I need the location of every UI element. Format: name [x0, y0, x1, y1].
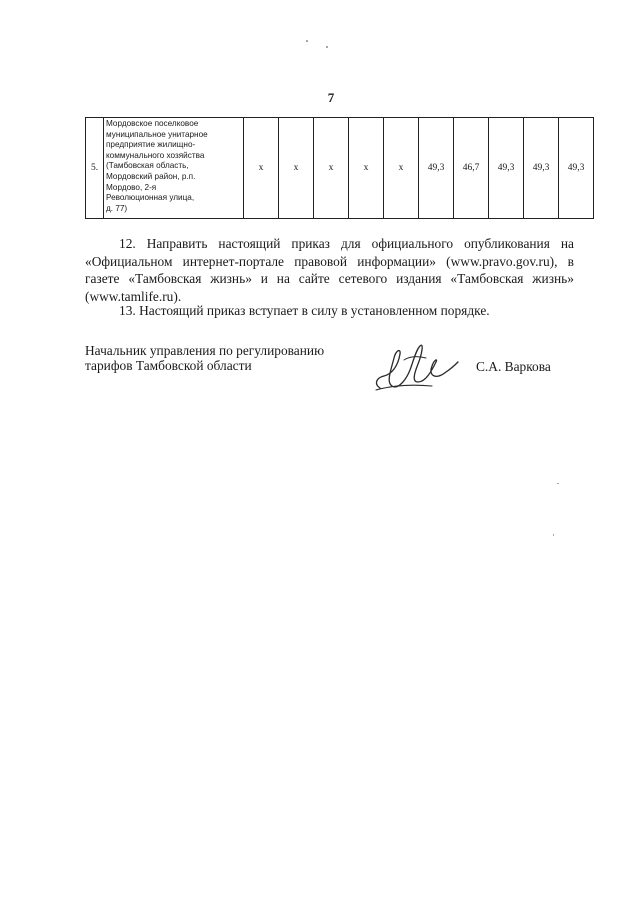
- scan-speck: [553, 534, 554, 536]
- signer-position: Начальник управления по регулированию тарифов Тамбовской области: [85, 343, 325, 373]
- paragraph-13: 13. Настоящий приказ вступает в силу в установленном порядке.: [119, 303, 490, 318]
- value-cell: x: [244, 118, 279, 219]
- value-cell: 49,3: [419, 118, 454, 219]
- value-cell: 49,3: [524, 118, 559, 219]
- table-row: [86, 118, 594, 219]
- scan-speck: [306, 40, 308, 42]
- value-cell: 46,7: [454, 118, 489, 219]
- handwritten-signature: [370, 340, 465, 395]
- value-cell: 49,3: [489, 118, 524, 219]
- paragraph-12: 12. Направить настоящий приказ для официального опубликования на «Официальном интернет-портале правовой информации» (www.pravo.gov.ru), в газете «Тамбовская жизнь» и на сайте сетевого издания «Тамбовская жизнь» (www.tamlife.ru).: [85, 236, 574, 304]
- scan-speck: [326, 46, 328, 48]
- tariff-table: [85, 117, 594, 219]
- scan-speck: [557, 483, 559, 484]
- organization-cell: Мордовское поселковое муниципальное унитарное предприятие жилищно- коммунального хозяйства (Тамбовская область, Мордовский район, р.п. Мордово, 2-я Революционная улица, д. 77): [104, 118, 244, 219]
- page-number: 7: [327, 90, 335, 105]
- value-cell: x: [349, 118, 384, 219]
- signer-name: С.А. Варкова: [476, 359, 551, 374]
- value-cell: x: [384, 118, 419, 219]
- row-number-cell: 5.: [86, 118, 104, 219]
- value-cell: x: [279, 118, 314, 219]
- value-cell: 49,3: [559, 118, 594, 219]
- value-cell: x: [314, 118, 349, 219]
